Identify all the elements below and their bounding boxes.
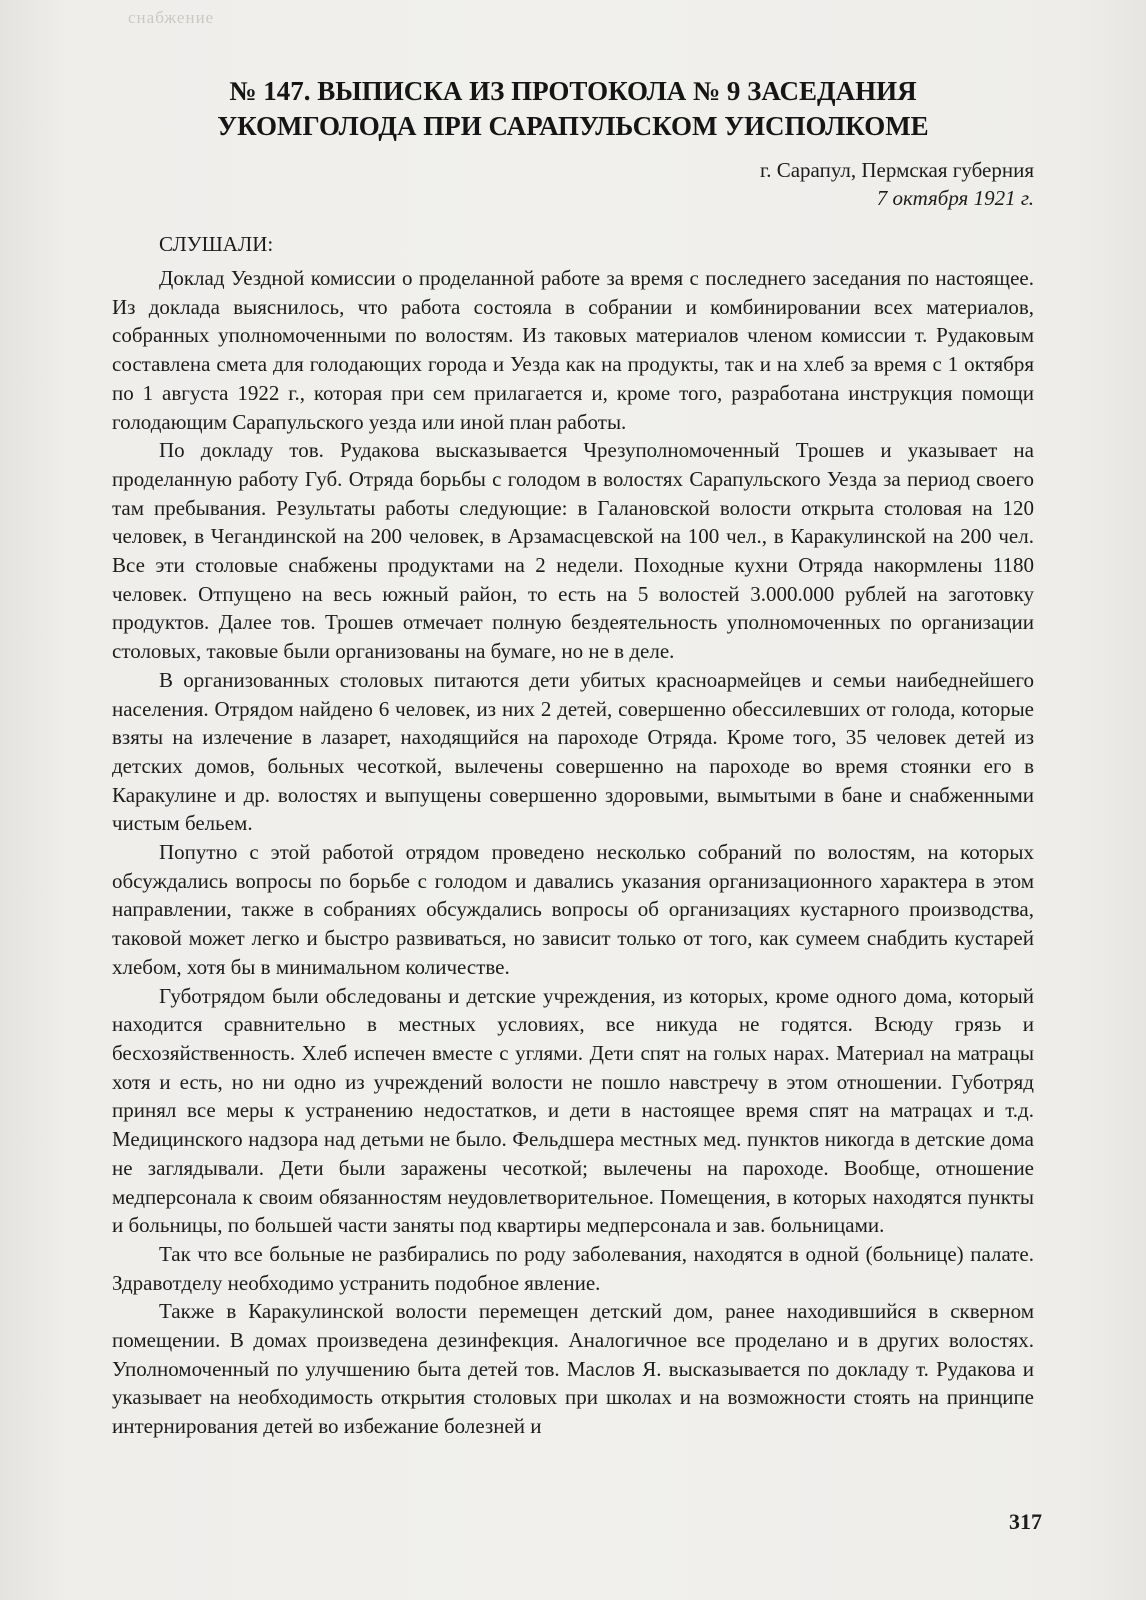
paragraph: Также в Каракулинской волости перемещен детский дом, ранее находившийся в скверном помещении. В домах произведена дезинфекция. Аналогичное все проделано и в других волостях. Уполномоченный по улучшению быта детей тов. Маслов Я. высказывается по докладу т. Рудакова и указывает на необходимость открытия столовых при школах и на возможности стоять на принципе интернирования детей во избежание болезней и [112,1299,1034,1439]
document-date: 7 октября 1921 г. [876,186,1034,210]
bleed-through-text: снабжение [128,8,215,27]
title-line-1: № 147. ВЫПИСКА ИЗ ПРОТОКОЛА № 9 ЗАСЕДАНИЯ [229,76,917,106]
paragraph: По докладу тов. Рудакова высказывается Чрезуполномоченный Трошев и указывает на проделанную работу Губ. Отряда борьбы с голодом в волостях Сарапульского Уезда за период своего там пребывания. Результаты работы следующие: в Галановской волости открыта столовая на 120 человек, в Чегандинской на 200 человек, в Арзамасцевской на 100 чел., в Каракулинской на 200 чел. Все эти столовые снабжены продуктами на 2 недели. Походные кухни Отряда накормлены 1180 человек. Отпущено на весь южный район, то есть на 5 волостей 3.000.000 рублей на заготовку продуктов. Далее тов. Трошев отмечает полную бездеятельность уполномоченных по организации столовых, таковые были организованы на бумаге, но не в деле. [112,438,1034,664]
paragraph: В организованных столовых питаются дети убитых красноармейцев и семьи наибеднейшего населения. Отрядом найдено 6 человек, из них 2 детей, совершенно обессилевших от голода, которые взяты на излечение в лазарет, находящийся на пароходе Отряда. Кроме того, 35 человек детей из детских домов, больных чесоткой, вылечены совершенно на пароходе во время стоянки его в Каракулине и др. волостях и выпущены совершенно здоровыми, вымытыми в бане и снабженными чистым бельем. [112,667,1034,836]
protocol-text [112,264,1034,1441]
paragraph: Доклад Уездной комиссии о проделанной работе за время с последнего заседания по настоящее. Из доклада выяснилось, что работа состояла в собрании и комбинировании всех материалов, собранных уполномоченными по волостям. Из таковых материалов членом комиссии т. Рудаковым составлена смета для голодающих города и Уезда как на продукты, так и на хлеб за время с 1 октября по 1 августа 1922 г., которая при сем прилагается и, кроме того, разработана инструкция помощи голодающим Сарапульского уезда или иной план работы. [112,266,1034,434]
document-title [112,74,1034,144]
paragraph: Так что все больные не разбирались по роду заболевания, находятся в одной (больнице) палате. Здравотделу необходимо устранить подобное явление. [112,1241,1034,1295]
paragraph: Губотрядом были обследованы и детские учреждения, из которых, кроме одного дома, который находится сравнительно в местных условиях, все никуда не годятся. Всюду грязь и бесхозяйственность. Хлеб испечен вместе с углями. Дети спят на голых нарах. Материал на матрацы хотя и есть, но ни одно из учреждений волости не пошло навстречу в этом отношении. Губотряд принял все меры к устранению недостатков, и дети в настоящее время спят на матрацах и т.д. Медицинского надзора над детьми не было. Фельдшера местных мед. пунктов никогда в детские дома не заглядывали. Дети были заражены чесоткой; вылечены на пароходе. Вообще, отношение медперсонала к своим обязанностям неудовлетворительное. Помещения, в которых находятся пункты и больницы, по большей части заняты под квартиры медперсонала и зав. больницами. [112,983,1034,1238]
title-line-2: УКОМГОЛОДА ПРИ САРАПУЛЬСКОМ УИСПОЛКОМЕ [217,111,929,141]
document-body [112,74,1034,1441]
paragraph: Попутно с этой работой отрядом проведено несколько собраний по волостям, на которых обсуждались вопросы по борьбе с голодом и давались указания организационного характера в этом направлении, также в собраниях обсуждались вопросы об организациях кустарного производства, таковой может легко и быстро развиваться, но зависит только от того, как сумеем снабдить кустарей хлебом, хотя бы в минимальном количестве. [112,840,1034,979]
heard-label: СЛУШАЛИ: [159,232,274,256]
document-place: г. Сарапул, Пермская губерния [759,158,1034,182]
page-number: 317 [1009,1509,1042,1534]
